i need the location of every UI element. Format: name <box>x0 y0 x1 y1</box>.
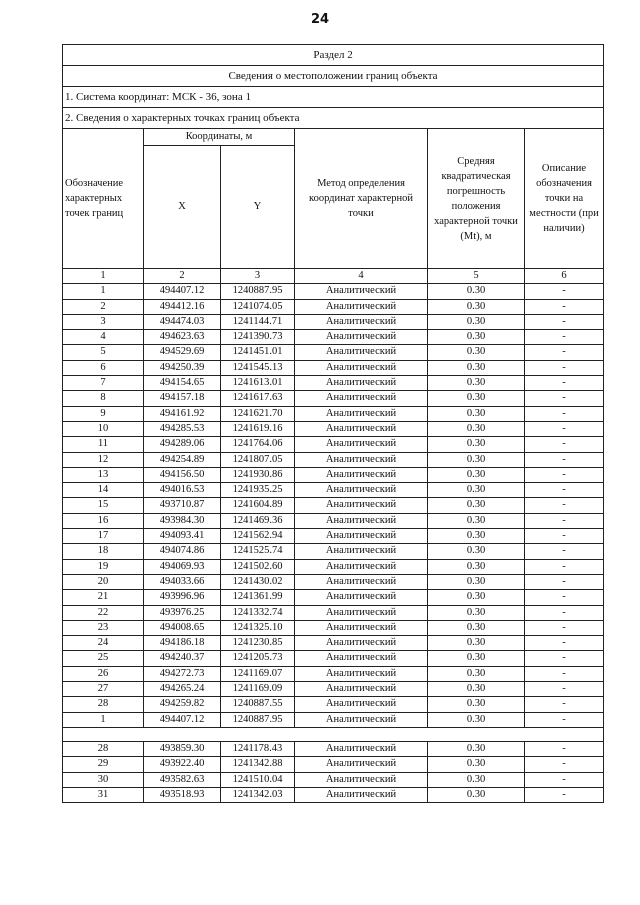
method-cell: Аналитический <box>295 406 428 421</box>
y-coord-cell: 1240887.95 <box>221 712 295 727</box>
table-row <box>63 513 604 528</box>
x-coord-cell: 494285.53 <box>144 421 221 436</box>
error-cell: 0.30 <box>428 452 525 467</box>
error-cell: 0.30 <box>428 666 525 681</box>
point-number-cell: 7 <box>63 376 144 391</box>
error-cell: 0.30 <box>428 757 525 772</box>
method-cell: Аналитический <box>295 697 428 712</box>
y-coord-cell: 1241510.04 <box>221 772 295 787</box>
y-coord-cell: 1241430.02 <box>221 574 295 589</box>
y-coord-cell: 1241169.09 <box>221 682 295 697</box>
point-number-cell: 16 <box>63 513 144 528</box>
error-cell: 0.30 <box>428 529 525 544</box>
description-cell: - <box>525 498 604 513</box>
table-row <box>63 757 604 772</box>
point-number-cell: 3 <box>63 314 144 329</box>
table-row <box>63 376 604 391</box>
description-cell: - <box>525 636 604 651</box>
x-coord-cell: 494265.24 <box>144 682 221 697</box>
description-cell: - <box>525 467 604 482</box>
description-cell: - <box>525 590 604 605</box>
table-row <box>63 651 604 666</box>
y-coord-cell: 1241525.74 <box>221 544 295 559</box>
x-coord-cell: 494093.41 <box>144 529 221 544</box>
x-coord-cell: 494254.89 <box>144 452 221 467</box>
y-coord-cell: 1241469.36 <box>221 513 295 528</box>
y-coord-cell: 1241807.05 <box>221 452 295 467</box>
table-row <box>63 682 604 697</box>
method-cell: Аналитический <box>295 421 428 436</box>
x-coord-cell: 494033.66 <box>144 574 221 589</box>
x-coord-cell: 494250.39 <box>144 360 221 375</box>
point-number-cell: 22 <box>63 605 144 620</box>
point-number-cell: 1 <box>63 712 144 727</box>
error-cell: 0.30 <box>428 314 525 329</box>
method-cell: Аналитический <box>295 513 428 528</box>
header-coords: Координаты, м <box>144 129 295 146</box>
table-row <box>63 437 604 452</box>
x-coord-cell: 494016.53 <box>144 483 221 498</box>
method-cell: Аналитический <box>295 682 428 697</box>
table-row <box>63 483 604 498</box>
point-number-cell: 8 <box>63 391 144 406</box>
header-error: Средняя квадратическая погрешность положения характерной точки (Mt), м <box>428 129 525 269</box>
table-row <box>63 772 604 787</box>
description-cell: - <box>525 452 604 467</box>
error-cell: 0.30 <box>428 360 525 375</box>
point-number-cell: 15 <box>63 498 144 513</box>
col-number: 1 <box>63 269 144 284</box>
y-coord-cell: 1241390.73 <box>221 330 295 345</box>
header-x: X <box>144 146 221 269</box>
method-cell: Аналитический <box>295 437 428 452</box>
error-cell: 0.30 <box>428 421 525 436</box>
description-cell: - <box>525 787 604 802</box>
method-cell: Аналитический <box>295 345 428 360</box>
method-cell: Аналитический <box>295 712 428 727</box>
error-cell: 0.30 <box>428 772 525 787</box>
method-cell: Аналитический <box>295 741 428 756</box>
x-coord-cell: 494154.65 <box>144 376 221 391</box>
error-cell: 0.30 <box>428 330 525 345</box>
x-coord-cell: 493582.63 <box>144 772 221 787</box>
y-coord-cell: 1240887.95 <box>221 284 295 299</box>
table-row <box>63 590 604 605</box>
error-cell: 0.30 <box>428 299 525 314</box>
point-number-cell: 18 <box>63 544 144 559</box>
x-coord-cell: 493859.30 <box>144 741 221 756</box>
point-number-cell: 25 <box>63 651 144 666</box>
x-coord-cell: 494186.18 <box>144 636 221 651</box>
method-cell: Аналитический <box>295 376 428 391</box>
point-number-cell: 10 <box>63 421 144 436</box>
point-number-cell: 30 <box>63 772 144 787</box>
x-coord-cell: 494407.12 <box>144 712 221 727</box>
method-cell: Аналитический <box>295 574 428 589</box>
header-row-1 <box>63 129 604 146</box>
x-coord-cell: 494474.03 <box>144 314 221 329</box>
y-coord-cell: 1241502.60 <box>221 559 295 574</box>
error-cell: 0.30 <box>428 787 525 802</box>
y-coord-cell: 1241332.74 <box>221 605 295 620</box>
description-cell: - <box>525 757 604 772</box>
description-cell: - <box>525 513 604 528</box>
table-row <box>63 559 604 574</box>
point-number-cell: 14 <box>63 483 144 498</box>
point-number-cell: 23 <box>63 620 144 635</box>
x-coord-cell: 493984.30 <box>144 513 221 528</box>
error-cell: 0.30 <box>428 498 525 513</box>
x-coord-cell: 494157.18 <box>144 391 221 406</box>
col-number: 3 <box>221 269 295 284</box>
error-cell: 0.30 <box>428 406 525 421</box>
header-point: Обозначение характерных точек границ <box>63 129 144 269</box>
point-number-cell: 26 <box>63 666 144 681</box>
table-row <box>63 299 604 314</box>
point-number-cell: 27 <box>63 682 144 697</box>
error-cell: 0.30 <box>428 712 525 727</box>
col-number: 4 <box>295 269 428 284</box>
x-coord-cell: 494069.93 <box>144 559 221 574</box>
table-row <box>63 330 604 345</box>
y-coord-cell: 1241764.06 <box>221 437 295 452</box>
point-number-cell: 20 <box>63 574 144 589</box>
description-cell: - <box>525 406 604 421</box>
method-cell: Аналитический <box>295 330 428 345</box>
y-coord-cell: 1241325.10 <box>221 620 295 635</box>
x-coord-cell: 493710.87 <box>144 498 221 513</box>
description-cell: - <box>525 574 604 589</box>
method-cell: Аналитический <box>295 787 428 802</box>
method-cell: Аналитический <box>295 467 428 482</box>
error-cell: 0.30 <box>428 467 525 482</box>
description-cell: - <box>525 651 604 666</box>
error-cell: 0.30 <box>428 682 525 697</box>
section-row <box>63 45 604 66</box>
error-cell: 0.30 <box>428 651 525 666</box>
method-cell: Аналитический <box>295 391 428 406</box>
table-row <box>63 605 604 620</box>
points-heading: 2. Сведения о характерных точках границ объекта <box>63 108 604 129</box>
table-row <box>63 360 604 375</box>
table-row <box>63 787 604 802</box>
table-row <box>63 406 604 421</box>
table-row <box>63 544 604 559</box>
method-cell: Аналитический <box>295 452 428 467</box>
column-numbers-row <box>63 269 604 284</box>
error-cell: 0.30 <box>428 483 525 498</box>
description-cell: - <box>525 421 604 436</box>
y-coord-cell: 1241613.01 <box>221 376 295 391</box>
table-row <box>63 712 604 727</box>
point-number-cell: 4 <box>63 330 144 345</box>
x-coord-cell: 494156.50 <box>144 467 221 482</box>
error-cell: 0.30 <box>428 544 525 559</box>
blank-row <box>63 727 604 741</box>
method-cell: Аналитический <box>295 605 428 620</box>
table-row <box>63 574 604 589</box>
section-subtitle: Сведения о местоположении границ объекта <box>63 66 604 87</box>
method-cell: Аналитический <box>295 636 428 651</box>
error-cell: 0.30 <box>428 284 525 299</box>
point-number-cell: 28 <box>63 741 144 756</box>
y-coord-cell: 1241935.25 <box>221 483 295 498</box>
description-cell: - <box>525 682 604 697</box>
point-number-cell: 29 <box>63 757 144 772</box>
table-row <box>63 498 604 513</box>
x-coord-cell: 493518.93 <box>144 787 221 802</box>
y-coord-cell: 1241361.99 <box>221 590 295 605</box>
error-cell: 0.30 <box>428 620 525 635</box>
table-row <box>63 284 604 299</box>
header-y: Y <box>221 146 295 269</box>
section-title: Раздел 2 <box>63 45 604 66</box>
description-cell: - <box>525 360 604 375</box>
point-number-cell: 6 <box>63 360 144 375</box>
description-cell: - <box>525 299 604 314</box>
table-row <box>63 391 604 406</box>
y-coord-cell: 1241169.07 <box>221 666 295 681</box>
method-cell: Аналитический <box>295 299 428 314</box>
description-cell: - <box>525 314 604 329</box>
table-row <box>63 620 604 635</box>
y-coord-cell: 1241617.63 <box>221 391 295 406</box>
table-row <box>63 529 604 544</box>
point-number-cell: 17 <box>63 529 144 544</box>
header-desc: Описание обозначения точки на местности (при наличии) <box>525 129 604 269</box>
y-coord-cell: 1241621.70 <box>221 406 295 421</box>
error-cell: 0.30 <box>428 437 525 452</box>
col-number: 2 <box>144 269 221 284</box>
error-cell: 0.30 <box>428 345 525 360</box>
boundary-points-table <box>62 44 604 803</box>
x-coord-cell: 494623.63 <box>144 330 221 345</box>
y-coord-cell: 1241562.94 <box>221 529 295 544</box>
coord-system-row <box>63 87 604 108</box>
x-coord-cell: 494008.65 <box>144 620 221 635</box>
method-cell: Аналитический <box>295 620 428 635</box>
x-coord-cell: 494272.73 <box>144 666 221 681</box>
blank-cell <box>63 727 604 741</box>
y-coord-cell: 1241205.73 <box>221 651 295 666</box>
table-row <box>63 697 604 712</box>
method-cell: Аналитический <box>295 590 428 605</box>
x-coord-cell: 494289.06 <box>144 437 221 452</box>
description-cell: - <box>525 376 604 391</box>
description-cell: - <box>525 666 604 681</box>
error-cell: 0.30 <box>428 741 525 756</box>
x-coord-cell: 494259.82 <box>144 697 221 712</box>
error-cell: 0.30 <box>428 697 525 712</box>
description-cell: - <box>525 712 604 727</box>
x-coord-cell: 494240.37 <box>144 651 221 666</box>
point-number-cell: 12 <box>63 452 144 467</box>
y-coord-cell: 1241144.71 <box>221 314 295 329</box>
y-coord-cell: 1241619.16 <box>221 421 295 436</box>
method-cell: Аналитический <box>295 360 428 375</box>
y-coord-cell: 1241451.01 <box>221 345 295 360</box>
x-coord-cell: 493996.96 <box>144 590 221 605</box>
x-coord-cell: 493922.40 <box>144 757 221 772</box>
y-coord-cell: 1241074.05 <box>221 299 295 314</box>
table-row <box>63 452 604 467</box>
col-number: 6 <box>525 269 604 284</box>
error-cell: 0.30 <box>428 513 525 528</box>
col-number: 5 <box>428 269 525 284</box>
table-row <box>63 421 604 436</box>
point-number-cell: 31 <box>63 787 144 802</box>
description-cell: - <box>525 529 604 544</box>
description-cell: - <box>525 437 604 452</box>
description-cell: - <box>525 483 604 498</box>
point-number-cell: 24 <box>63 636 144 651</box>
y-coord-cell: 1241230.85 <box>221 636 295 651</box>
point-number-cell: 1 <box>63 284 144 299</box>
method-cell: Аналитический <box>295 559 428 574</box>
table-row <box>63 467 604 482</box>
subtitle-row <box>63 66 604 87</box>
table-row <box>63 666 604 681</box>
table-row <box>63 636 604 651</box>
y-coord-cell: 1240887.55 <box>221 697 295 712</box>
method-cell: Аналитический <box>295 544 428 559</box>
method-cell: Аналитический <box>295 314 428 329</box>
points-heading-row <box>63 108 604 129</box>
description-cell: - <box>525 284 604 299</box>
error-cell: 0.30 <box>428 376 525 391</box>
y-coord-cell: 1241604.89 <box>221 498 295 513</box>
description-cell: - <box>525 697 604 712</box>
table-row <box>63 345 604 360</box>
description-cell: - <box>525 559 604 574</box>
x-coord-cell: 494161.92 <box>144 406 221 421</box>
x-coord-cell: 494529.69 <box>144 345 221 360</box>
description-cell: - <box>525 544 604 559</box>
description-cell: - <box>525 330 604 345</box>
x-coord-cell: 494074.86 <box>144 544 221 559</box>
point-number-cell: 13 <box>63 467 144 482</box>
coord-system: 1. Система координат: МСК - 36, зона 1 <box>63 87 604 108</box>
error-cell: 0.30 <box>428 605 525 620</box>
y-coord-cell: 1241930.86 <box>221 467 295 482</box>
point-number-cell: 19 <box>63 559 144 574</box>
point-number-cell: 21 <box>63 590 144 605</box>
error-cell: 0.30 <box>428 391 525 406</box>
error-cell: 0.30 <box>428 559 525 574</box>
error-cell: 0.30 <box>428 574 525 589</box>
description-cell: - <box>525 391 604 406</box>
header-method: Метод определения координат характерной точки <box>295 129 428 269</box>
method-cell: Аналитический <box>295 757 428 772</box>
method-cell: Аналитический <box>295 529 428 544</box>
method-cell: Аналитический <box>295 772 428 787</box>
x-coord-cell: 493976.25 <box>144 605 221 620</box>
description-cell: - <box>525 620 604 635</box>
point-number-cell: 2 <box>63 299 144 314</box>
y-coord-cell: 1241342.88 <box>221 757 295 772</box>
method-cell: Аналитический <box>295 651 428 666</box>
point-number-cell: 28 <box>63 697 144 712</box>
x-coord-cell: 494412.16 <box>144 299 221 314</box>
point-number-cell: 9 <box>63 406 144 421</box>
error-cell: 0.30 <box>428 590 525 605</box>
y-coord-cell: 1241178.43 <box>221 741 295 756</box>
page-number: 24 <box>310 12 330 27</box>
y-coord-cell: 1241342.03 <box>221 787 295 802</box>
method-cell: Аналитический <box>295 284 428 299</box>
x-coord-cell: 494407.12 <box>144 284 221 299</box>
description-cell: - <box>525 741 604 756</box>
method-cell: Аналитический <box>295 666 428 681</box>
table-row <box>63 741 604 756</box>
method-cell: Аналитический <box>295 498 428 513</box>
y-coord-cell: 1241545.13 <box>221 360 295 375</box>
point-number-cell: 5 <box>63 345 144 360</box>
point-number-cell: 11 <box>63 437 144 452</box>
method-cell: Аналитический <box>295 483 428 498</box>
description-cell: - <box>525 772 604 787</box>
error-cell: 0.30 <box>428 636 525 651</box>
description-cell: - <box>525 605 604 620</box>
description-cell: - <box>525 345 604 360</box>
table-row <box>63 314 604 329</box>
